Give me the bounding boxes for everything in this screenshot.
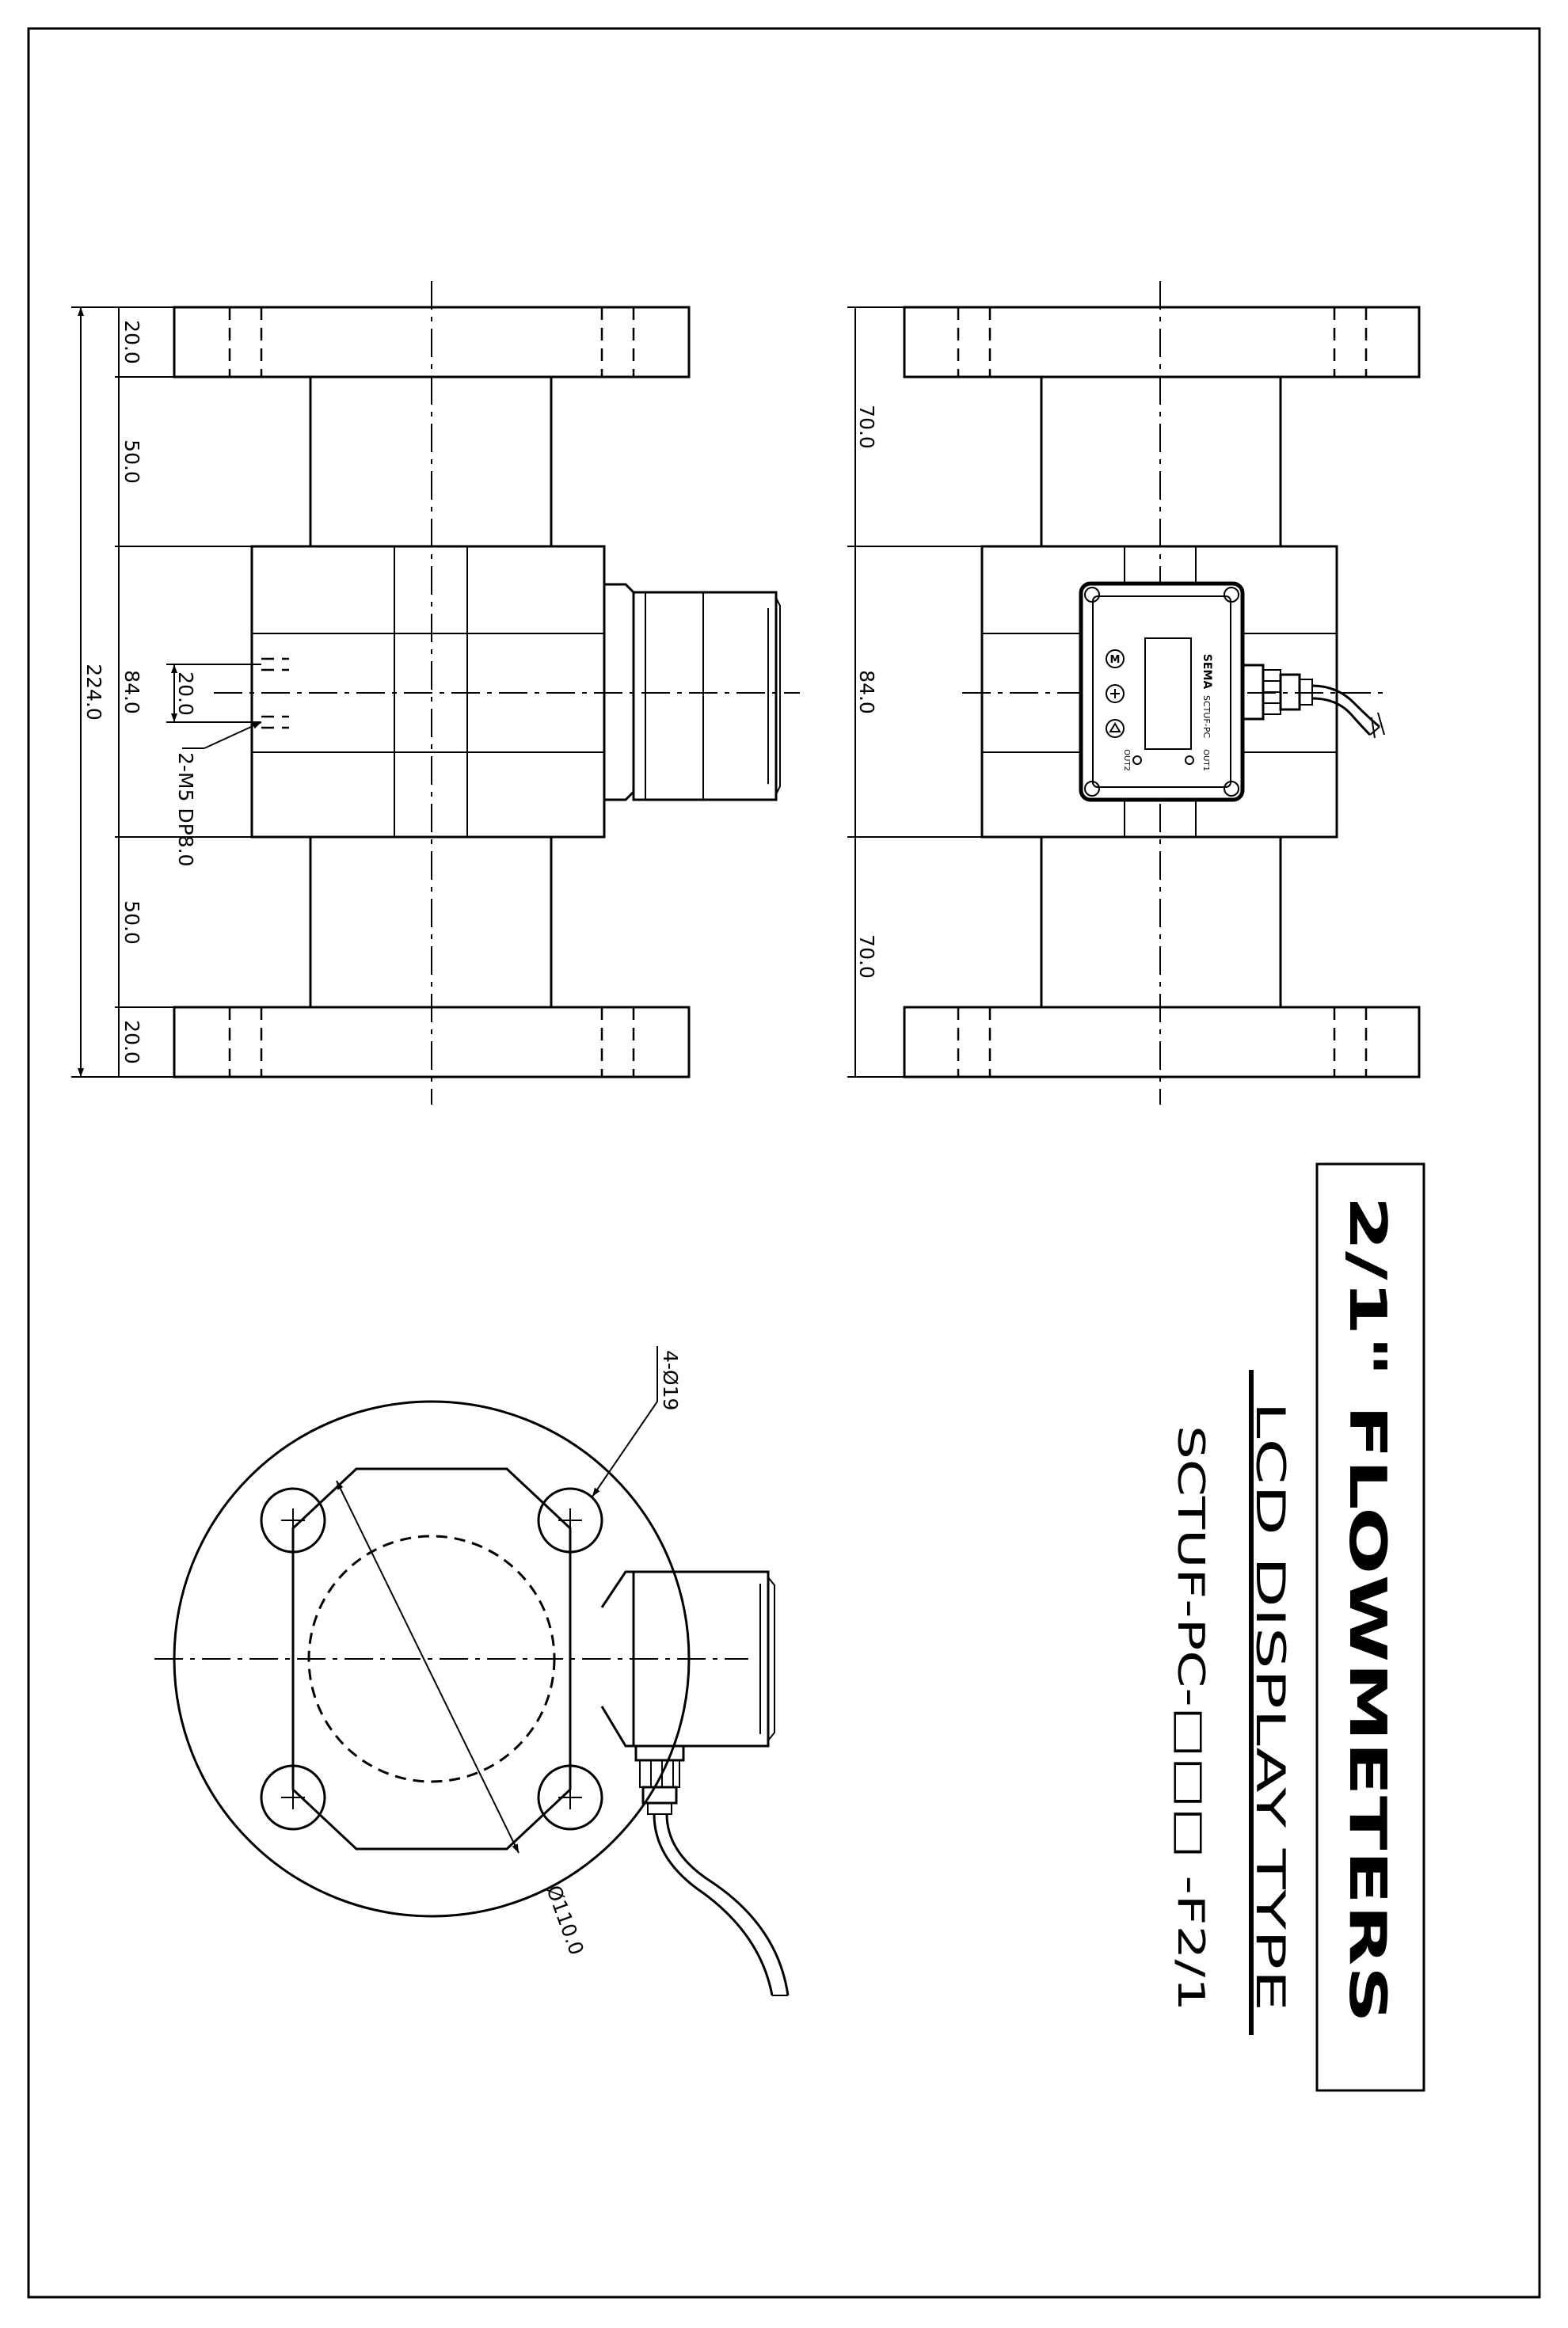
model-label: SCTUF-PC: [1201, 694, 1212, 739]
dim-front-top: 70.0: [855, 405, 878, 449]
front-flange-bottom: [904, 1007, 1419, 1077]
sheet-border: [29, 29, 1539, 2297]
dim-bolt-holes: 4-Ø19: [659, 1350, 682, 1411]
cable-gland-front: [1243, 665, 1384, 738]
end-view: [154, 1402, 774, 1916]
end-view-dimensions: [337, 1346, 682, 1958]
cable-front: [1312, 686, 1380, 727]
meter-body: [252, 546, 604, 837]
dim-front-body: 84.0: [855, 670, 878, 714]
lcd-display-module: [1081, 584, 1243, 800]
dim-pipe-bottom: 50.0: [120, 900, 143, 945]
out2-label: OUT2: [1122, 749, 1131, 771]
out1-label: OUT1: [1201, 749, 1210, 771]
dim-flange-top: 20.0: [120, 320, 143, 364]
drawing-subtitle: LCD DISPLAY TYPE: [1247, 1402, 1293, 1767]
dim-pipe-top: 50.0: [120, 439, 143, 484]
side-view: [174, 281, 800, 1105]
dim-pcd: Ø110.0: [542, 1882, 588, 1958]
svg-text:M: M: [1109, 654, 1121, 666]
dim-front-bottom: 70.0: [855, 934, 878, 979]
dim-hole-spacing: 20.0: [174, 671, 197, 716]
note-tapped-holes: 2-M5 DP8.0: [174, 752, 197, 867]
front-view-dimensions: [847, 307, 982, 1077]
drawing-title: 2/1" FLOWMETERS: [1338, 1196, 1396, 1723]
brand-logo: SEMA: [1201, 653, 1213, 690]
dim-flange-bottom: 20.0: [120, 1020, 143, 1064]
front-flange-top: [904, 307, 1419, 377]
title-block: [1170, 1164, 1424, 2090]
dim-overall: 224.0: [82, 664, 105, 721]
cable-gland-end: [636, 1746, 788, 1995]
model-code: SCTUF-PC-□□□ -F2/1: [1170, 1425, 1212, 1825]
housing-box: [634, 592, 776, 800]
dim-body: 84.0: [120, 670, 143, 714]
